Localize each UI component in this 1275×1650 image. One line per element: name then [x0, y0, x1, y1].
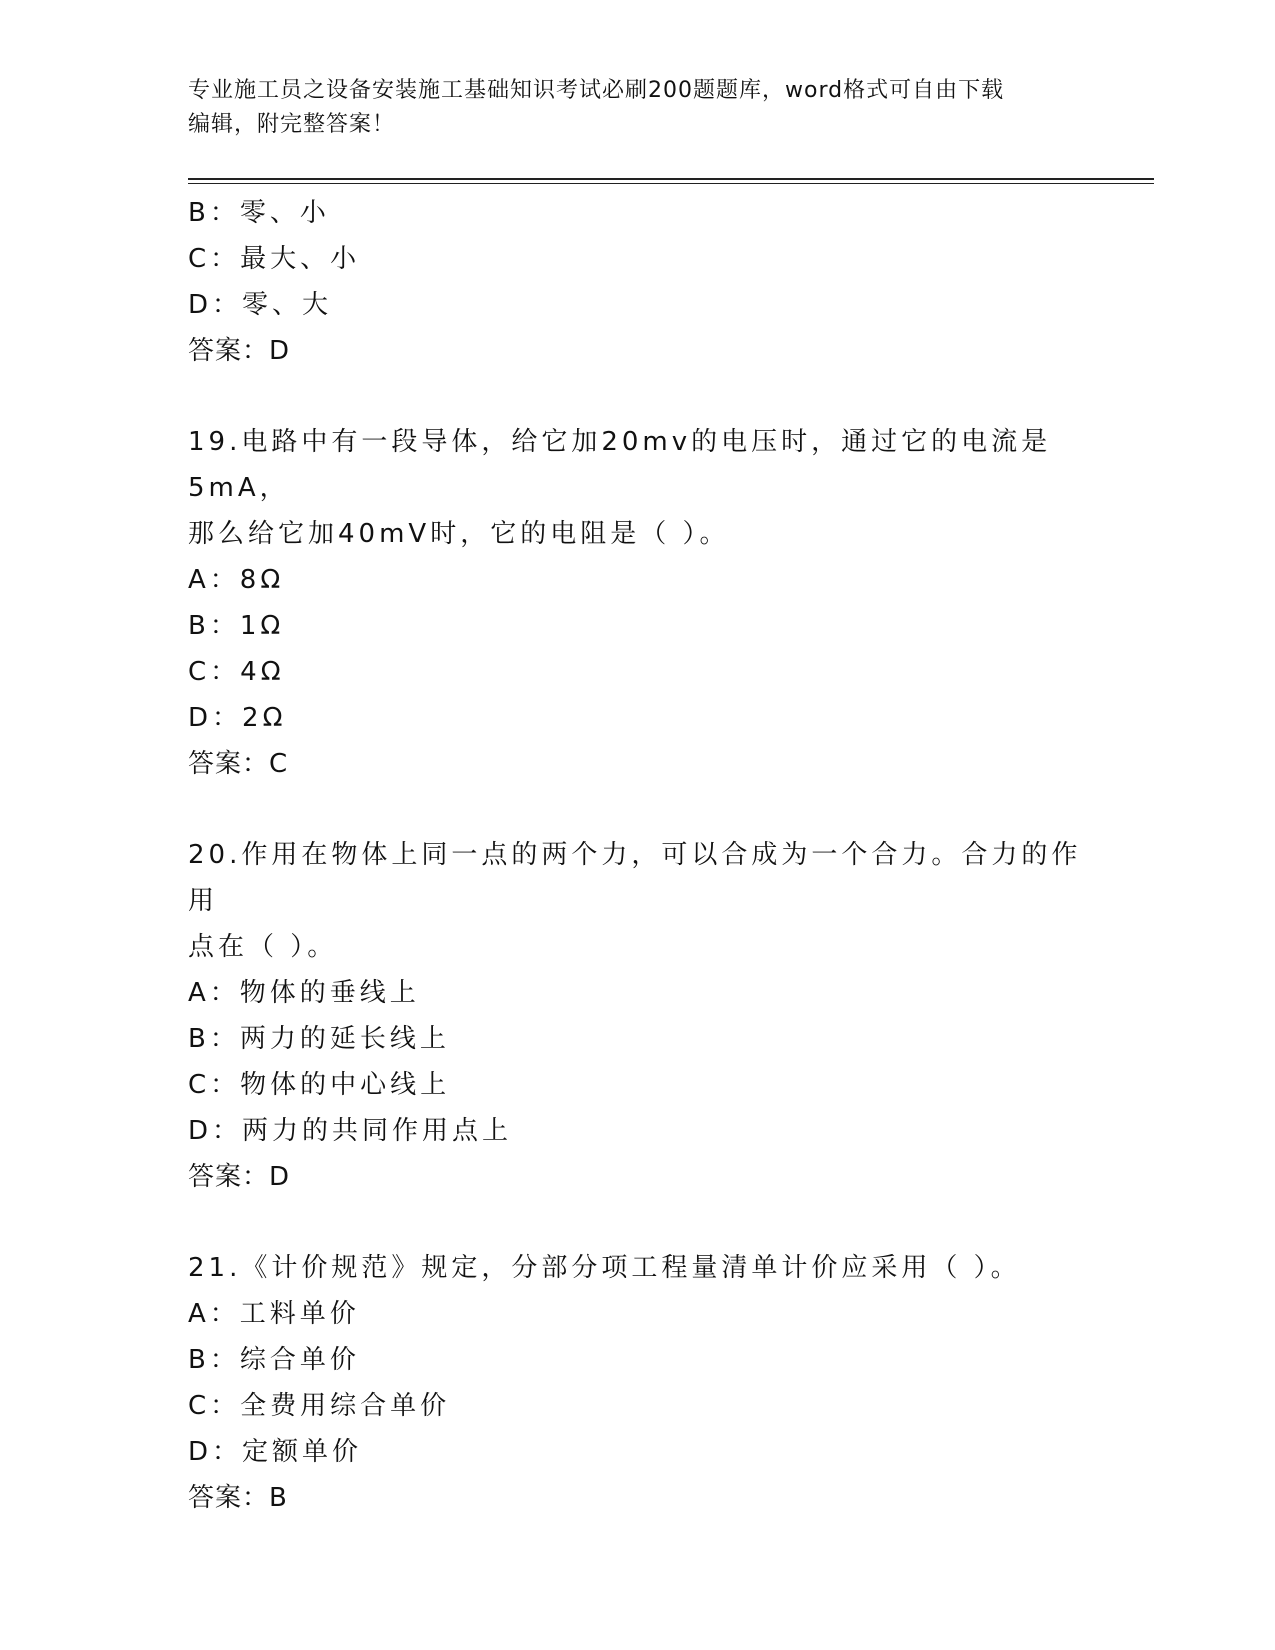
option-a: A：8Ω: [188, 565, 285, 595]
question-stem-line-1: 19.电路中有一段导体，给它加20mv的电压时，通过它的电流是5mA，: [188, 427, 1052, 503]
question-stem: [188, 1245, 1088, 1291]
option-a: A：物体的垂线上: [188, 978, 420, 1008]
option-b: B：零、小: [188, 198, 330, 228]
question-19: [188, 419, 1088, 787]
question-20: [188, 832, 1088, 1200]
option-c: C：最大、小: [188, 244, 361, 274]
question-18: [188, 190, 1088, 374]
option-b: B：1Ω: [188, 611, 285, 641]
header-rule-thick: [188, 178, 1154, 180]
question-spacer: [188, 787, 1088, 832]
answer-line: 答案：D: [188, 336, 291, 366]
option-c: C：物体的中心线上: [188, 1070, 451, 1100]
question-stem-line-2: 那么给它加40mV时，它的电阻是（ ）。: [188, 519, 730, 549]
question-stem: [188, 419, 1088, 557]
answer-line: 答案：D: [188, 1162, 291, 1192]
answer-line: 答案：C: [188, 749, 289, 779]
answer-line: 答案：B: [188, 1483, 288, 1513]
option-b: B：综合单价: [188, 1345, 360, 1375]
question-spacer: [188, 374, 1088, 419]
option-c: C：4Ω: [188, 657, 285, 687]
question-spacer: [188, 1200, 1088, 1245]
option-a: A：工料单价: [188, 1299, 360, 1329]
header-line-1: 专业施工员之设备安装施工基础知识考试必刷200题题库，word格式可自由下载: [188, 78, 1005, 103]
option-c: C：全费用综合单价: [188, 1391, 451, 1421]
document-header: [188, 74, 1088, 142]
option-d: D：两力的共同作用点上: [188, 1116, 513, 1146]
option-d: D：零、大: [188, 290, 333, 320]
question-stem-line-1: 20.作用在物体上同一点的两个力，可以合成为一个合力。合力的作用: [188, 840, 1082, 916]
option-d: D：定额单价: [188, 1437, 363, 1467]
question-stem: [188, 832, 1088, 970]
question-stem-line-2: 点在（ ）。: [188, 932, 338, 962]
document-body: [188, 190, 1088, 1521]
option-b: B：两力的延长线上: [188, 1024, 450, 1054]
option-d: D：2Ω: [188, 703, 287, 733]
header-line-2: 编辑，附完整答案！: [188, 112, 396, 137]
question-21: [188, 1245, 1088, 1521]
question-stem-line-1: 21.《计价规范》规定，分部分项工程量清单计价应采用（ ）。: [188, 1253, 1021, 1283]
header-rule-thin: [188, 183, 1154, 184]
